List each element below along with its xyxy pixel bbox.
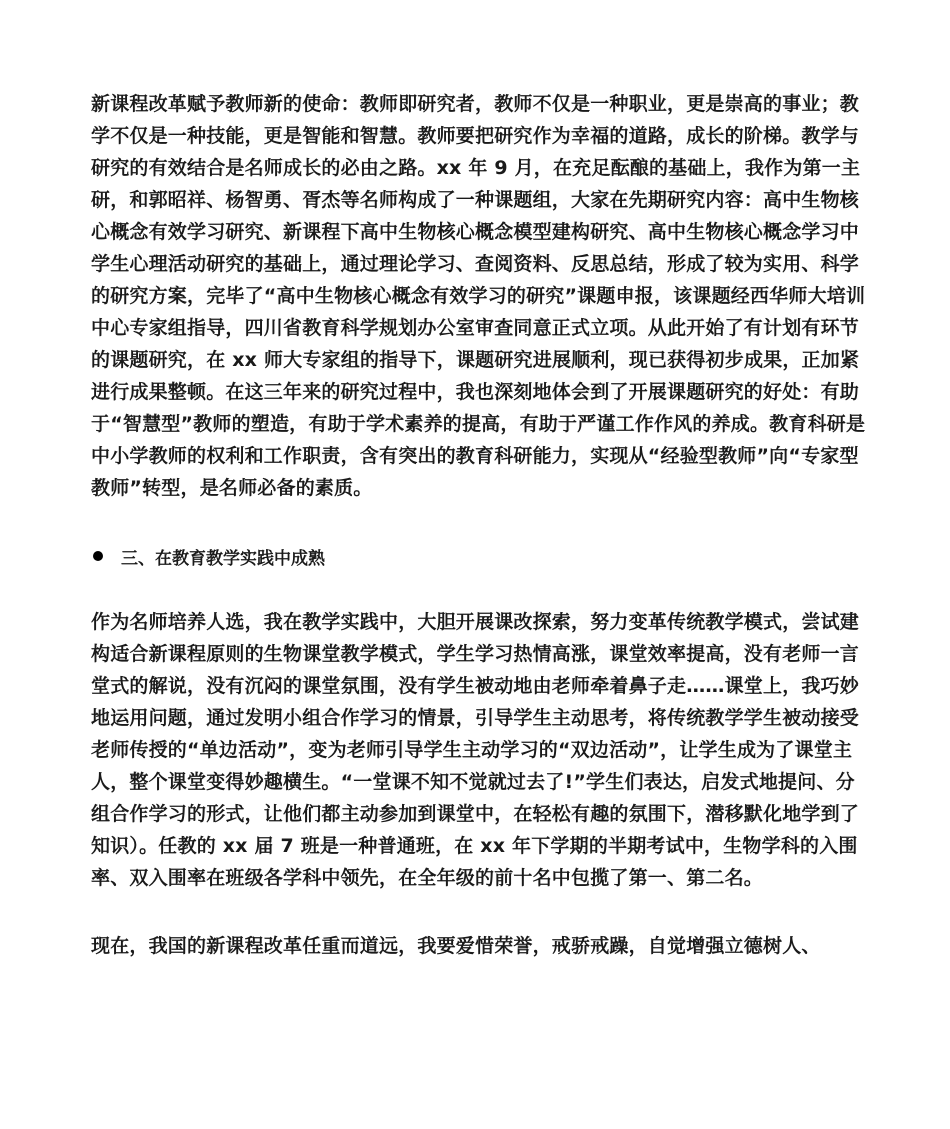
body-paragraph: 现在，我国的新课程改革任重而道远，我要爱惜荣誉，戒骄戒躁，自觉增强立德树人、 xyxy=(91,935,821,957)
bullet-dot-icon xyxy=(93,551,103,561)
document-page xyxy=(91,88,866,962)
body-paragraph: 新课程改革赋予教师新的使命：教师即研究者，教师不仅是一种职业，更是崇高的事业；教学不仅是一种技能，更是智能和智慧。教师要把研究作为幸福的道路，成长的阶梯。教学与研究的有效结合是名师成长的必由之路。xx 年 9 月，在充足酝酿的基础上，我作为第一主研，和郭昭祥、杨智勇、胥杰等名师构成了一种课题组，大家在先期研究内容：高中生物核心概念有效学习研究、新课程下高中生物核心概念模型建构研究、高中生物核心概念学习中学生心理活动研究的基础上，通过理论学习、查阅资料、反思总结，形成了较为实用、科学的研究方案，完毕了“高中生物核心概念有效学习的研究”课题申报，该课题经西华师大培训中心专家组指导，四川省教育科学规划办公室审查同意正式立项。从此开始了有计划有环节的课题研究，在 xx 师大专家组的指导下，课题研究进展顺利，现已获得初步成果，正加紧进行成果整顿。在这三年来的研究过程中，我也深刻地体会到了开展课题研究的好处：有助于“智慧型”教师的塑造，有助于学术素养的提高，有助于严谨工作作风的养成。教育科研是中小学教师的权利和工作职责，含有突出的教育科研能力，实现从“经验型教师”向“专家型教师”转型，是名师必备的素质。 xyxy=(91,93,866,499)
body-paragraph: 作为名师培养人选，我在教学实践中，大胆开展课改探索，努力变革传统教学模式，尝试建构适合新课程原则的生物课堂教学模式，学生学习热情高涨，课堂效率提高，没有老师一言堂式的解说，没有沉闷的课堂氛围，没有学生被动地由老师牵着鼻子走……课堂上，我巧妙地运用问题，通过发明小组合作学习的情景，引导学生主动思考，将传统教学学生被动接受老师传授的“单边活动”，变为老师引导学生主动学习的“双边活动”，让学生成为了课堂主人，整个课堂变得妙趣横生。“一堂课不知不觉就过去了!”学生们表达，启发式地提问、分组合作学习的形式，让他们都主动参加到课堂中，在轻松有趣的氛围下，潜移默化地学到了知识）。任教的 xx 届 7 班是一种普通班，在 xx 年下学期的半期考试中，生物学科的入围率、双入围率在班级各学科中领先，在全年级的前十名中包揽了第一、第二名。 xyxy=(91,611,860,889)
section-heading-row xyxy=(91,540,866,572)
section-heading: 三、在教育教学实践中成熟 xyxy=(121,548,325,569)
